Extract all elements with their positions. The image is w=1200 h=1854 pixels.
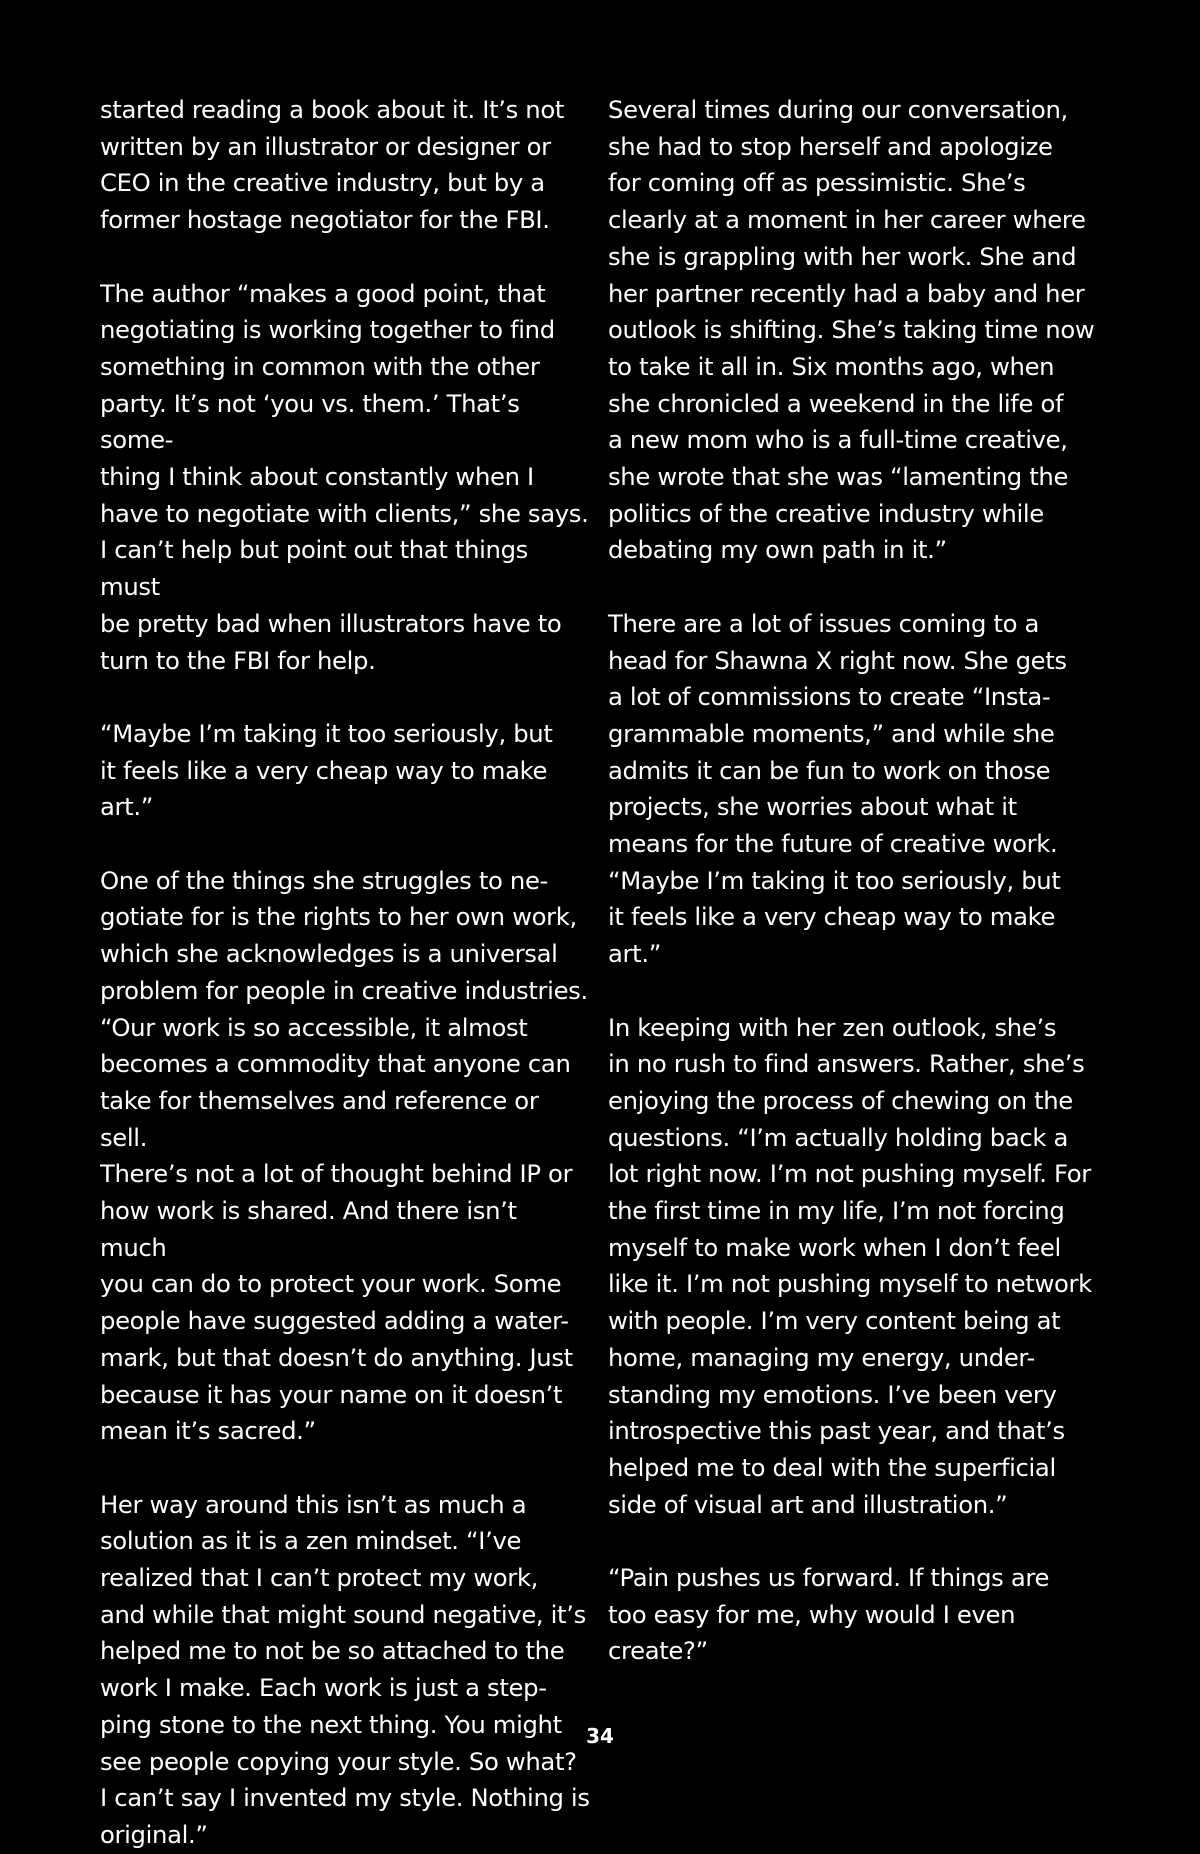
right-paragraph-1: Several times during our conversation, she had to stop herself and apologize for coming off as pessimistic. She’s clearly at a moment in her career where she is grappling with her work. She and her partner recently had a baby and her outlook is shifting. She’s taking time now to take it all in. Six months ago, when she chronicled a weekend in the life of a new mom who is a full-time creative, she wrote that she was “lamenting the politics of the creative industry while debating my own path in it.”: [608, 95, 1095, 565]
left-paragraph-1: started reading a book about it. It’s not written by an illustrator or designer or CEO in the creative industry, but by a former hostage negotiator for the FBI.: [100, 95, 565, 235]
right-closing-quote: “Pain pushes us forward. If things are too easy for me, why would I even create?”: [608, 1563, 1050, 1666]
page-number: 34: [586, 1724, 614, 1748]
left-text-column: [100, 92, 590, 1854]
left-paragraph-5: Her way around this isn’t as much a solution as it is a zen mindset. “I’ve realized that I can’t protect my work, and while that might sound negative, it’s helped me to not be so attached to the work I make. Each work is just a step- ping stone to the next thing. You might see people copying your style. So what? I can’t say I invented my style. Nothing is original.”: [100, 1489, 590, 1849]
right-paragraph-2: There are a lot of issues coming to a head for Shawna X right now. She gets a lot of commissions to create “Insta- grammable moments,” and while she admits it can be fun to work on those projects, she worries about what it means for the future of creative work. “Maybe I’m taking it too seriously, but it feels like a very cheap way to make art.”: [608, 608, 1067, 969]
left-pull-quote: “Maybe I’m taking it too seriously, but it feels like a very cheap way to make art.”: [100, 718, 553, 822]
right-paragraph-3: In keeping with her zen outlook, she’s in no rush to find answers. Rather, she’s enjoying the process of chewing on the questions. “I’m actually holding back a lot right now. I’m not pushing myself. For the first time in my life, I’m not forcing myself to make work when I don’t feel like it. I’m not pushing myself to network with people. I’m very content being at home, managing my energy, under- standing my emotions. I’ve been very introspective this past year, and that’s helped me to deal with the superficial side of visual art and illustration.”: [608, 1012, 1092, 1519]
right-text-column: [608, 92, 1098, 1670]
left-paragraph-2: The author “makes a good point, that negotiating is working together to find something in common with the other party. It’s not ‘you vs. them.’ That’s some- thing I think about constantly when I have to negotiate with clients,” she says. I can’t help but point out that things must be pretty bad when illustrators have to turn to the FBI for help.: [100, 278, 589, 675]
left-paragraph-4: One of the things she struggles to ne- gotiate for is the rights to her own work, which she acknowledges is a universal problem for people in creative industries. “Our work is so accessible, it almost becomes a commodity that anyone can take for themselves and reference or sell. There’s not a lot of thought behind IP or how work is shared. And there isn’t much you can do to protect your work. Some people have suggested adding a water- mark, but that doesn’t do anything. Just because it has your name on it doesn’t mean it’s sacred.”: [100, 865, 588, 1446]
